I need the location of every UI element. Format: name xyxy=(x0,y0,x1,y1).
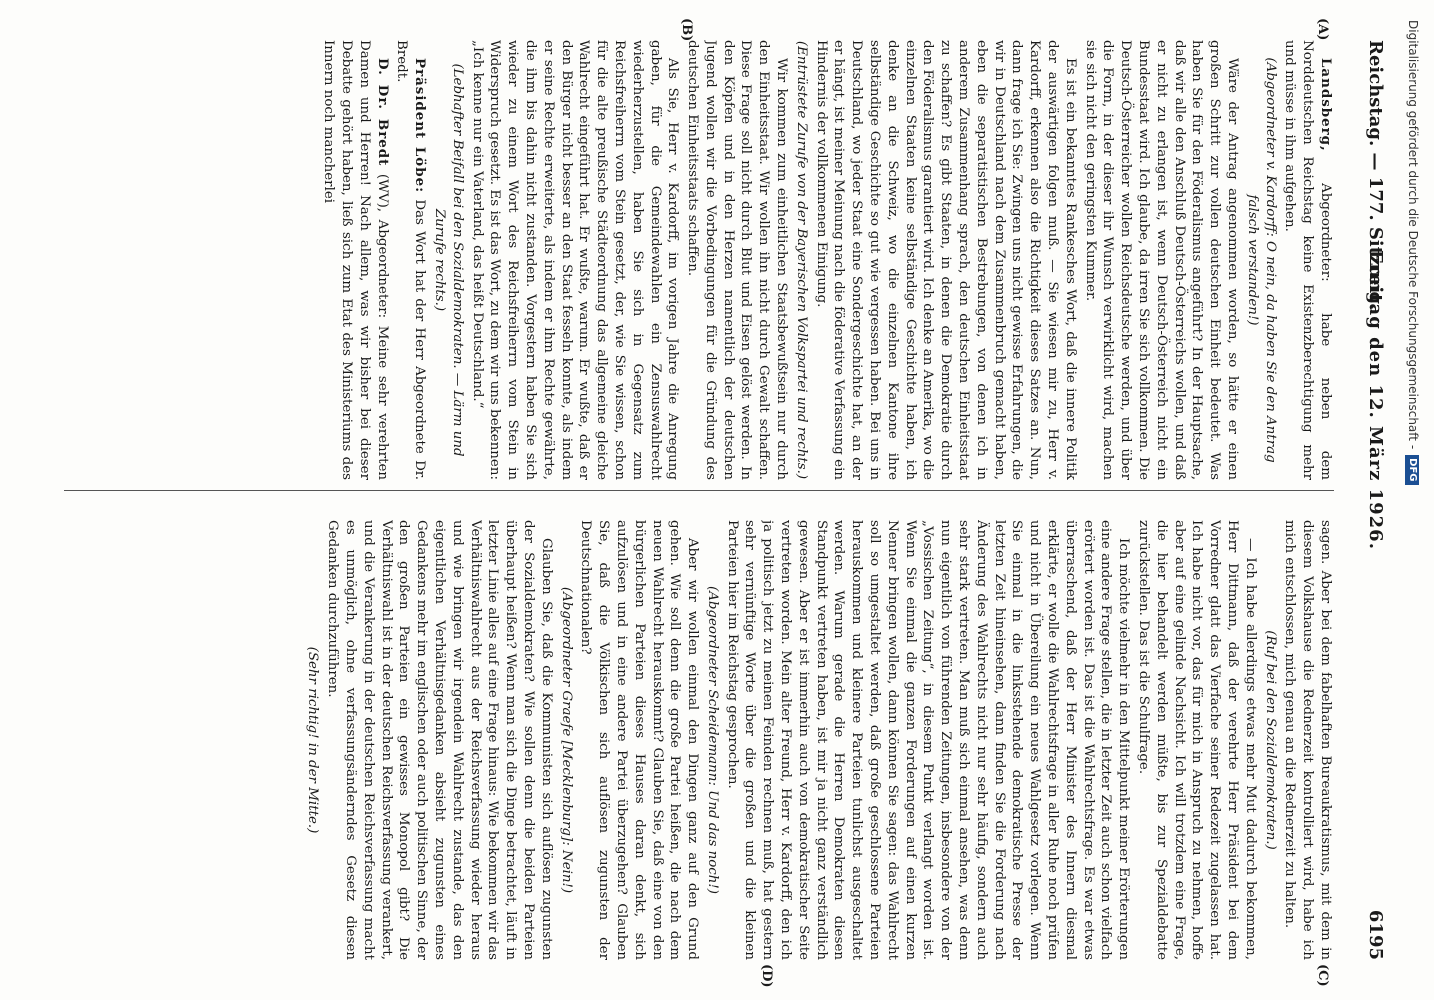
paragraph-text: Glauben Sie, daß die Kommunisten sich auflösen zugunsten der Sozialdemokraten? Wie sollen denn die beiden Parteien überhaupt heißen? Wenn man sich die Dinge betrachtet, läuft in letzter Linie alles auf eine Frage hinaus: Wie bekommen wir das Verhältniswahlrecht aus der Reichsverfassung wieder heraus und wie bringen wir irgendein Wahlrecht zustande, das den eigentlichen Verhältnisgedanken absieht zugunsten eines Gedankens mehr im englischen oder auch politischen Sinne, der den großen Parteien ein gewisses Monopol gibt? Die Verhältniswahl ist in der deutschen Reichsverfassung verankert, und die Verankerung in der deutschen Reichsverfassung macht es unmöglich, ohne verfassungsänderndes Gesetz diesen Gedanken durchzuführen. xyxy=(325,520,554,960)
footer-text: Digitalisierung gefördert durch die Deutsche Forschungsgemeinschaft - xyxy=(1406,20,1420,450)
paragraph xyxy=(1281,40,1334,480)
paragraph-text: — Ich habe allerdings etwas mehr Mut dadurch bekommen, Herr Dittmann, daß der verehrte Herr Präsident bei dem Vorredner glatt das Vierfache seiner Redezeit zugelassen hat. Ich habe nicht vor, das für mich in Anspruch zu nehmen, hoffe aber auf eine gelinde Nachsicht. Ich will trotzdem eine Frage, die hier behandelt werden müßte, bis zur Spezialdebatte zurückstellen. Das ist die Schulfrage. xyxy=(1136,520,1258,960)
interjection: (Sehr richtig! in der Mitte.) xyxy=(305,646,321,834)
paragraph xyxy=(1081,40,1241,480)
paragraph-text: Es ist ein bekanntes Rankesches Wort, daß die innere Politik der auswärtigen folgen muß. — Sie wiesen mir zu, Herr v. Kardorff, erkennen also die Richtigkeit dieses Satzes an. Nun, dann frage ich Sie: Zwingen uns nicht gewisse Erfahrungen, die wir in Deutschland nach dem Zusammenbruch gemacht haben, eben die separatistischen Bestrebungen, von denen ich in anderem Zusammenhang sprach, den deutschen Einheitsstaat zu schaffen? Es gibt Staaten, in denen die Demokratie durch den Föderalismus garantiert wird. Ich denke an Amerika, wo die einzelnen Staaten keine selbständige Geschichte haben, ich denke an die Schweiz, wo die einzelnen Kantone ihre selbständige Geschichte so gut wie vergessen haben. Bei uns in Deutschland, wo jeder Staat eine Sondergeschichte hat, an der er hängt, ist meiner Meinung nach die föderative Verfassung ein Hindernis der vollkommenen Einigung. xyxy=(813,40,1078,480)
paragraph-text: Als Sie, Herr v. Kardorff, im vorigen Jahre die Anregung gaben, für die Gemeindewahlen ein Zensuswahlrecht wiederherzustellen, haben Sie sich in Gegensatz zum Reichsfreiherrn vom Stein gesetzt, der, wie Sie wissen, schon für die alte preußische Städteordnung das allgemeine gleiche Wahlrecht eingeführt hat. Er wußte, warum. Er wußte, daß er den Bürger nicht besser an den Staat fesseln konnte, als indem er seine Rechte erweiterte, als indem er ihm Rechte gewährte, die ihm bis dahin nicht zustanden. Vorgestern haben Sie sich wieder zu einem Wort des Reichsfreiherrn vom Stein in Widerspruch gesetzt. Es ist das Wort, zu dem wir uns bekennen: „Ich kenne nur ein Vaterland, das heißt Deutschland.“ xyxy=(469,40,681,480)
speaker-name: D. Dr. Bredt xyxy=(374,58,391,167)
paragraph xyxy=(1281,520,1334,960)
paragraph-text: Wir kommen zum einheitlichen Staatsbewußtsein nur durch den Einheitsstaat. Wir wollen ihn nicht durch Gewalt schaffen. Diese Frage soll nicht durch Blut und Eisen gelöst werden. In den Köpfen und in den Herzen namentlich der deutschen Jugend wollen wir die Vorbedingungen für die Gründung des deutschen Einheitsstaats schaffen. xyxy=(685,40,790,480)
margin-mark-a: (A) xyxy=(1315,18,1330,41)
left-column xyxy=(54,40,1334,480)
paragraph-text: sagen. Aber bei dem fabelhaften Bureaukratismus, mit dem in diesem Volkshause die Rednerzeit kontrolliert wird, habe ich mich entschlossen, mich genau an die Rednerzeit zu halten. xyxy=(1282,520,1333,960)
digitization-footer xyxy=(1398,20,1428,980)
paragraph xyxy=(723,520,1132,960)
paragraph xyxy=(683,40,790,480)
paragraph-text: (WV), Abgeordneter: Meine sehr verehrten Damen und Herren! Nach allem, was wir bisher bei dieser Debatte gehört haben, ließ sich zum Etat des Ministeriums des Innern noch mancherlei xyxy=(321,40,390,480)
paragraph-text: Das Wort hat der Herr Abgeordnete Dr. Bredt. xyxy=(394,40,428,480)
paragraph xyxy=(577,520,702,960)
right-column xyxy=(54,520,1334,960)
dfg-logo-icon: DFG xyxy=(1406,455,1420,484)
interjection: (Entrüstete Zurufe von der Bayerischen Volkspartei und rechts.) xyxy=(793,40,809,480)
paragraph xyxy=(319,40,390,480)
paragraph xyxy=(812,40,1079,480)
paragraph xyxy=(323,520,554,960)
paragraph-text: Aber wir wollen einmal den Dingen ganz auf den Grund gehen. Wie soll denn die große Partei heißen, die nach dem neuen Wahlrecht herauskommt? Glauben Sie, daß eine von den bürgerlichen Parteien dieses Hauses daran denkt, sich aufzulösen und in eine andere Partei überzugehen? Glauben Sie, daß die Völkischen sich auflösen zugunsten der Deutschnationalen? xyxy=(578,520,701,960)
paragraph xyxy=(393,40,429,480)
page-header xyxy=(1354,40,1394,960)
page-number: 6195 xyxy=(1365,909,1386,960)
header-left: Reichstag. — 177. Sitzung. xyxy=(1365,40,1386,311)
paragraph xyxy=(1134,520,1259,960)
speaker-name: Landsberg, xyxy=(1318,58,1334,152)
speaker-name: Präsident Löbe: xyxy=(412,58,429,194)
paragraph-text: Abgeordneter: habe neben dem Norddeutschen Reichstag keine Existenzberechtigung mehr und müsse in ihm aufgehen. xyxy=(1282,40,1333,480)
interjection: (Abgeordneter Graefe [Mecklenburg]: Nein!) xyxy=(558,586,574,894)
margin-mark-b: (B) xyxy=(679,18,694,42)
interjection: (Abgeordneter v. Kardorff: O nein, da haben Sie den Antrag falsch verstanden!) xyxy=(1244,57,1278,463)
paragraph-text: Ich möchte vielmehr in den Mittelpunkt meiner Erörterungen eine andere Frage stellen, die in letzter Zeit auch schon vielfach erörtert worden ist. Das ist die Wahlrechtsfrage. Es war etwas überraschend, daß der Herr Minister des Innern diesmal erklärte, er wolle die Wahlrechtsfrage in aller Ruhe noch prüfen und nicht in Übereilung ein neues Wahlgesetz vorlegen. Wenn Sie einmal in die linksstehende demokratische Presse der letzten Zeit hineinsehen, dann finden Sie die Forderung nach Änderung des Wahlrechts nicht nur sehr häufig, sondern auch sehr stark vertreten. Man muß sich einmal ansehen, was denn nun eigentlich von führenden Zeitungen, insbesondere von der „Vossischen Zeitung“, in diesem Punkt verlangt worden ist. Wenn Sie einmal die ganzen Forderungen auf einen kurzen Nenner bringen wollen, dann können Sie sagen: das Wahlrecht soll so umgestaltet werden, daß große geschlossene Parteien herauskommen und kleinere Parteien tunlichst ausgeschaltet werden. Warum gerade die Herren Demokraten diesen Standpunkt vertreten haben, ist mir ja nicht ganz verständlich gewesen. Aber er ist immerhin auch von demokratischer Seite vertreten worden. Mein alter Freund, Herr v. Kardorff, den ich ja politisch jetzt zu meinen Feinden rechnen muß, hat gestern sehr vernünftige Worte über die großen und die kleinen Parteien hier im Reichstag gesprochen. xyxy=(724,520,1132,960)
margin-mark-c: (C) xyxy=(1315,964,1330,987)
paragraph xyxy=(468,40,682,480)
header-date: Freitag den 12. März 1926. xyxy=(1365,250,1386,550)
interjection: (Lebhafter Beifall bei den Sozialdemokraten. — Lärm und Zurufe rechts.) xyxy=(431,63,465,457)
interjection: (Ruf bei den Sozialdemokraten.) xyxy=(1262,630,1278,850)
interjection: (Abgeordneter Scheidemann: Und das noch!) xyxy=(704,585,720,895)
paragraph-text: Wäre der Antrag angenommen worden, so hätte er einen großen Schritt zur vollen deutschen Einheit bedeutet. Was haben Sie für den Föderalismus angeführt? In der Hauptsache, daß wir alle den Anschluß Deutsch-Österreichs wollen, und daß er nicht zu erlangen ist, wenn Deutsch-Österreich nicht ein Bundesstaat wird. Ich glaube, da irren Sie sich vollkommen. Die Deutsch-Österreicher wollen Reichsdeutsche werden, und über die Form, in der dieser ihr Wunsch verwirklicht wird, machen sie sich nicht den geringsten Kummer. xyxy=(1082,40,1241,480)
column-divider xyxy=(64,490,1334,491)
margin-mark-d: (D) xyxy=(759,964,774,988)
